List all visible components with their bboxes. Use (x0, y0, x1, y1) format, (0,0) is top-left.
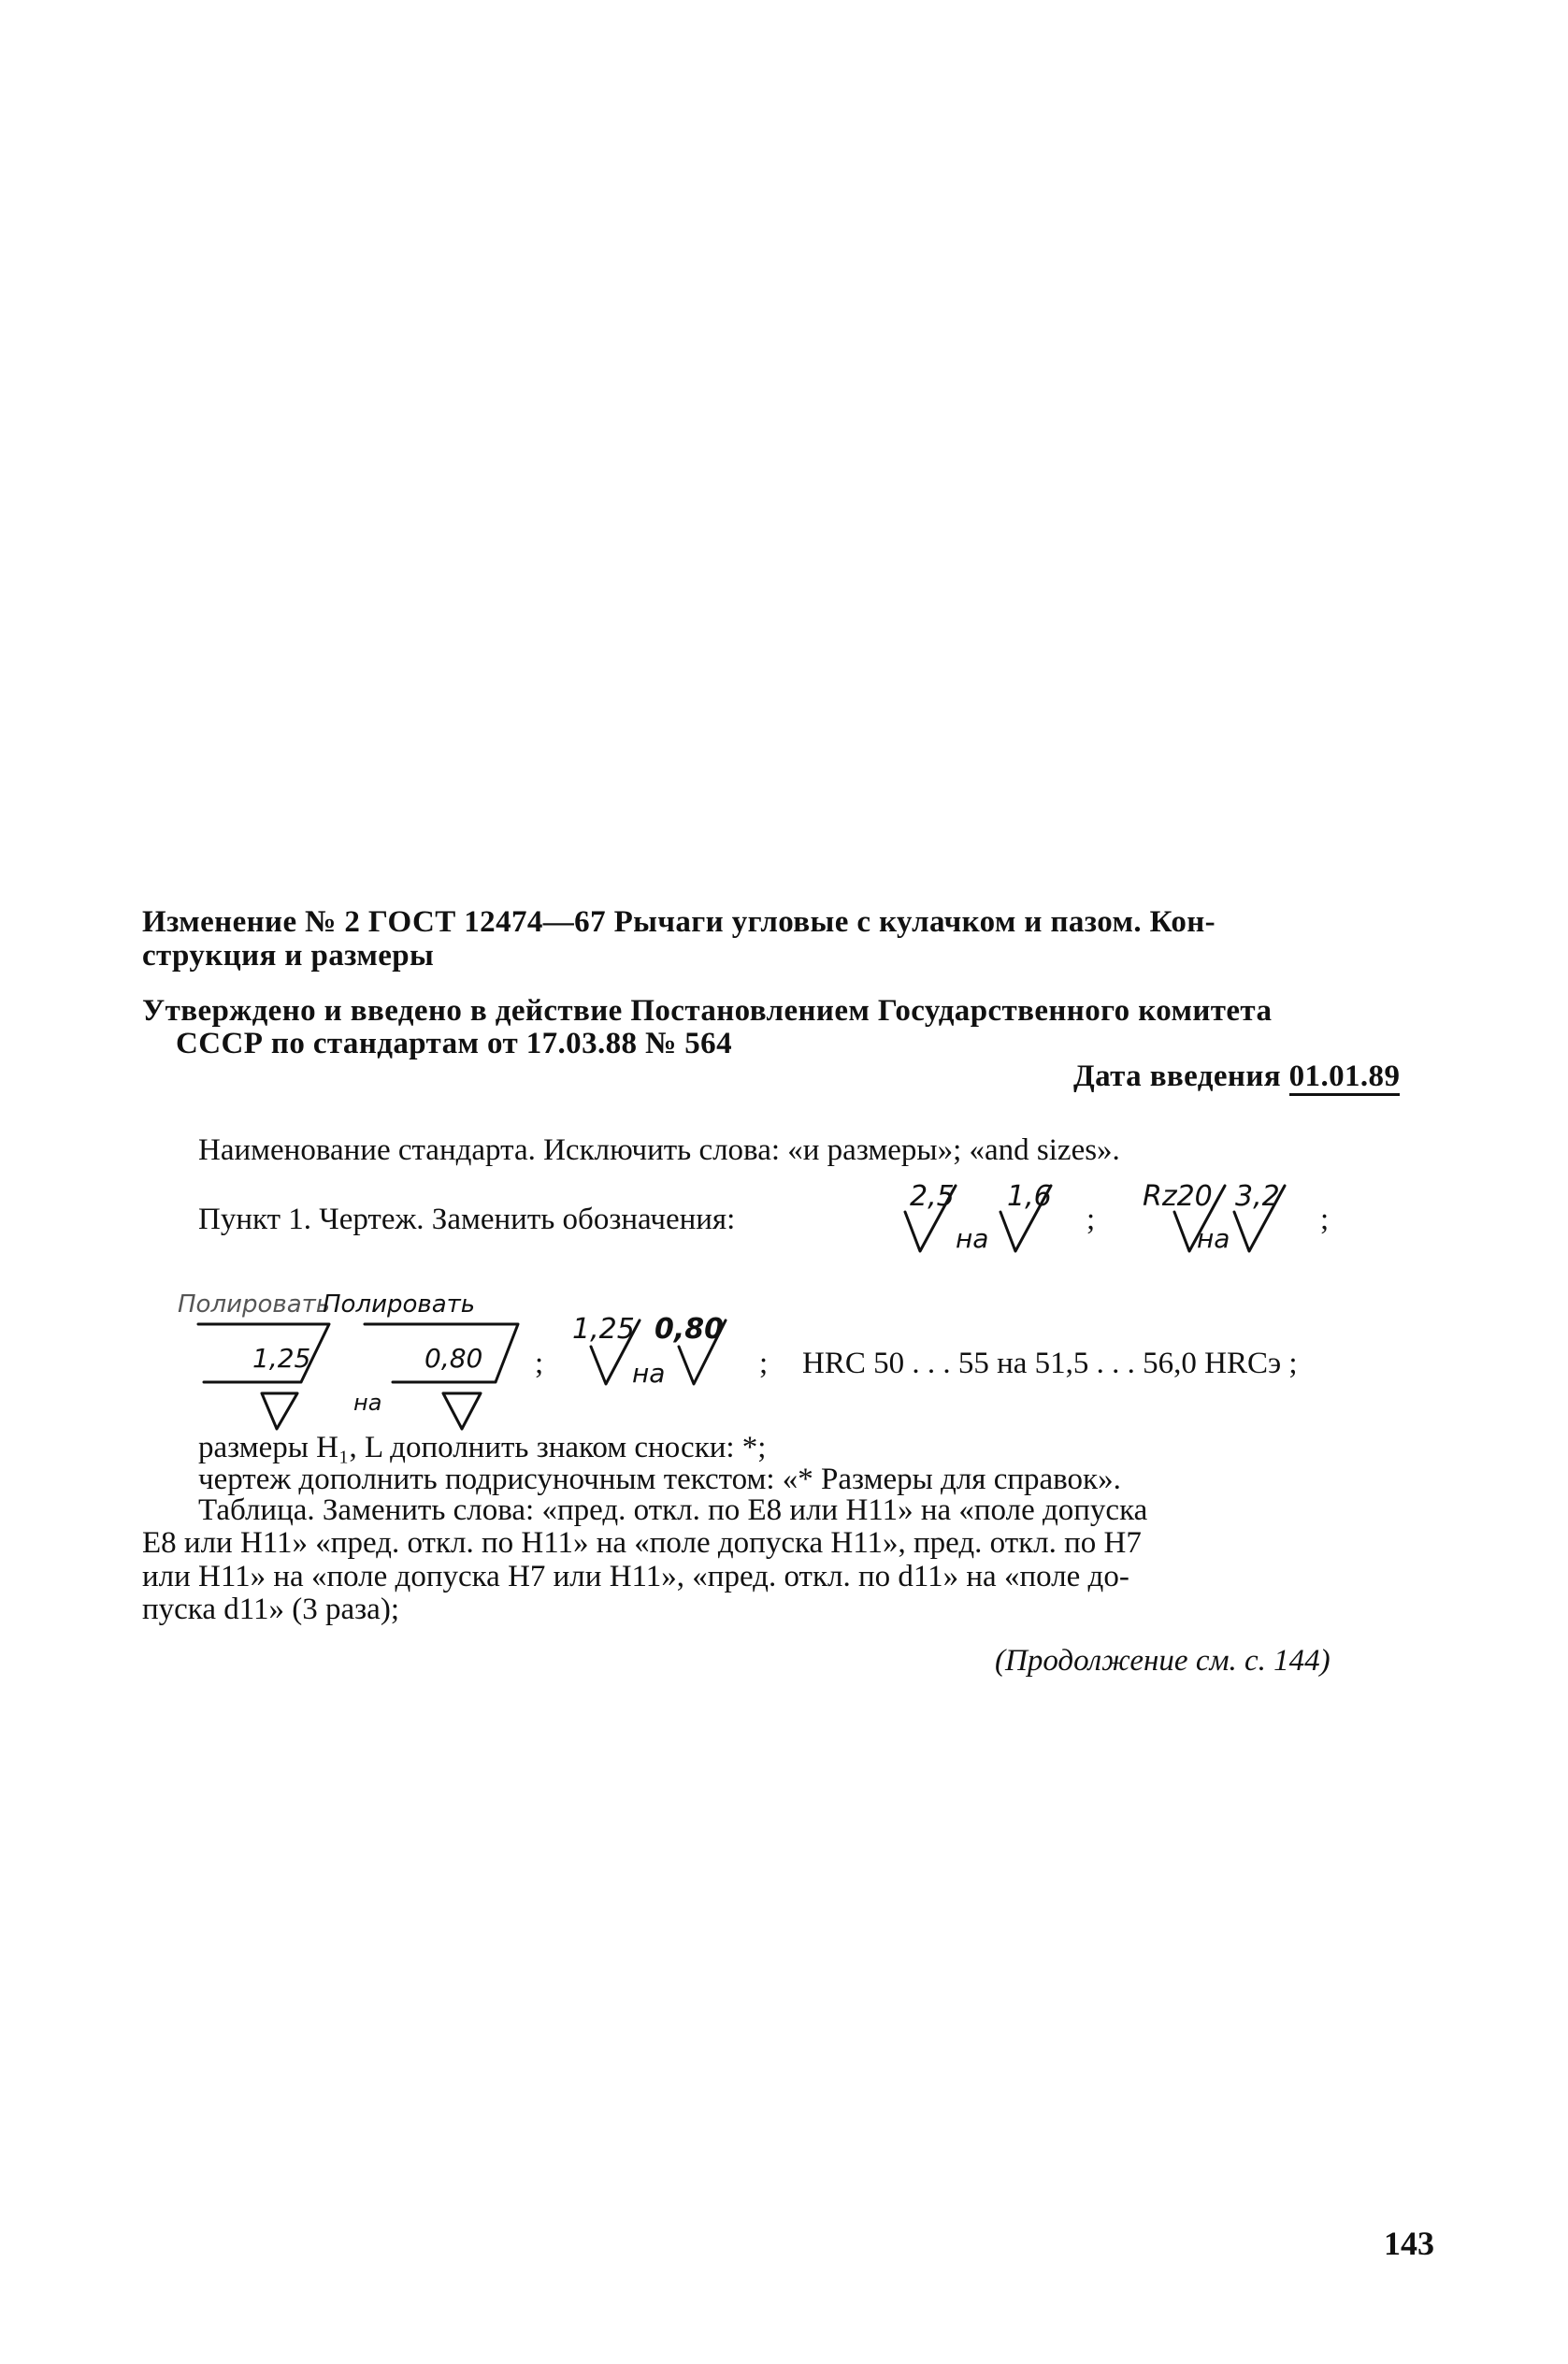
change-title-line2: струкция и размеры (142, 939, 435, 973)
na-label-c: на (353, 1390, 382, 1416)
paragraph-point1: Пункт 1. Чертеж. Заменить обозначения: (198, 1203, 736, 1236)
approval-line1: Утверждено и введено в действие Постановлением Государственного комитета (142, 994, 1273, 1028)
separator-c: ; (535, 1347, 544, 1380)
separator-b: ; (1320, 1203, 1330, 1236)
hrc-replacement: HRC 50 . . . 55 на 51,5 . . . 56,0 HRCэ ; (802, 1347, 1298, 1380)
change-title-line1: Изменение № 2 ГОСТ 12474—67 Рычаги угловые с кулачком и пазом. Кон- (142, 905, 1216, 939)
paragraph-table-line3: или Н11» на «поле допуска Н7 или Н11», «пред. откл. по d11» на «поле до- (142, 1560, 1129, 1593)
roughness-value-d1: 1,25 (572, 1313, 635, 1346)
polish-label-2: Полировать (323, 1290, 476, 1319)
roughness-value-b1: Rz20 (1143, 1180, 1213, 1213)
polish-value-1: 1,25 (252, 1343, 311, 1374)
paragraph-drawing-caption: чертеж дополнить подрисуночным текстом: «* Размеры для справок». (198, 1463, 1121, 1496)
roughness-value-d2: 0,80 (655, 1313, 725, 1346)
roughness-value-b2: 3,2 (1235, 1180, 1280, 1213)
paragraph-table-line2: Е8 или Н11» «пред. откл. по Н11» на «поле допуска Н11», пред. откл. по Н7 (142, 1526, 1142, 1560)
na-label-d: на (632, 1358, 666, 1389)
roughness-value-a2: 1,6 (1007, 1180, 1052, 1213)
approval-line2: СССР по стандартам от 17.03.88 № 564 (176, 1027, 732, 1060)
polish-value-2: 0,80 (424, 1343, 483, 1374)
date-label: Дата введения (1073, 1059, 1289, 1093)
paragraph-standard-name: Наименование стандарта. Исключить слова: «и размеры»; «and sizes». (198, 1133, 1120, 1167)
paragraph-dimensions: размеры H₁, L дополнить знаком сноски: *; (198, 1431, 767, 1464)
na-label-a: на (956, 1223, 989, 1254)
paragraph-table-line1: Таблица. Заменить слова: «пред. откл. по Е8 или Н11» на «поле допуска (198, 1493, 1148, 1527)
page-number: 143 (1384, 2225, 1434, 2262)
continuation-note: (Продолжение см. с. 144) (995, 1644, 1331, 1678)
roughness-value-a1: 2,5 (910, 1180, 955, 1213)
separator-a: ; (1086, 1203, 1096, 1236)
paragraph-table-line4: пуска d11» (3 раза); (142, 1593, 399, 1626)
polish-label-1: Полировать (178, 1290, 331, 1319)
separator-d: ; (759, 1347, 769, 1380)
na-label-b: на (1197, 1223, 1230, 1254)
date-value: 01.01.89 (1289, 1059, 1401, 1096)
